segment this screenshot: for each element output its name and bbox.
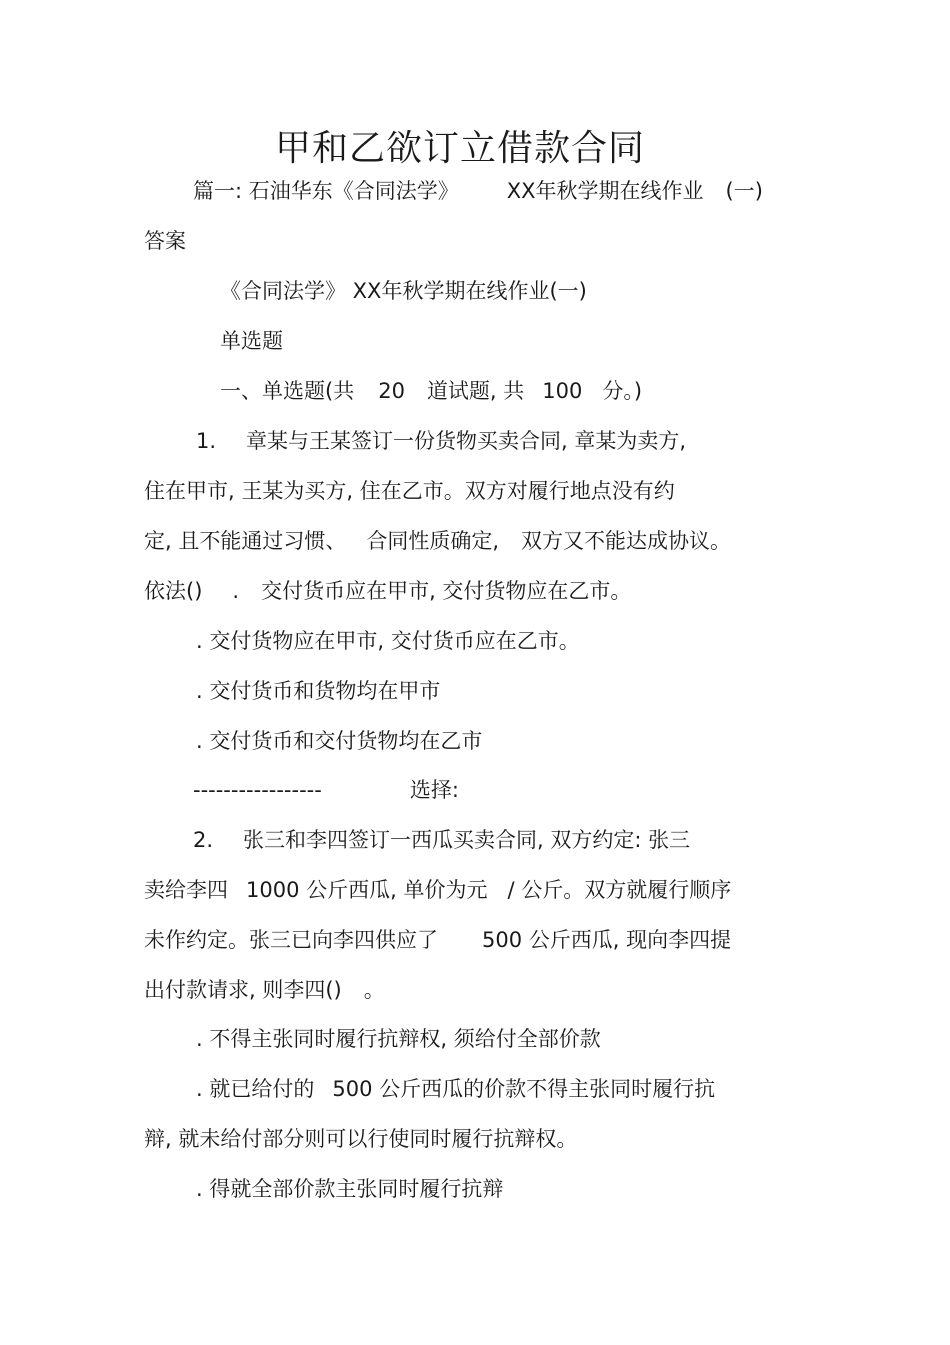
q2-line3a: 未作约定。张三已向李四供应了 [144, 928, 438, 952]
document-title: 甲和乙欲订立借款合同 [274, 128, 645, 169]
q1-line4b: . [232, 579, 240, 603]
q1-line2: 住在甲市, 王某为买方, 住在乙市。双方对履行地点没有约 [144, 479, 675, 503]
q2-line4a: 出付款请求, 则李四() [144, 978, 342, 1002]
q2-line2b: 1000 公斤西瓜, 单价为元 [246, 878, 488, 902]
subtitle-answer: 答案 [144, 229, 186, 253]
q1-number: 1. [196, 429, 217, 453]
q1-line3a: 定, 且不能通过习惯、 [144, 529, 347, 553]
q2-line2 [144, 875, 731, 905]
section-heading-a: 一、单选题(共 [220, 379, 355, 403]
q1-option2: . 交付货物应在甲市, 交付货币应在乙市。 [196, 629, 580, 653]
q1-option1: 交付货币应在甲市, 交付货物应在乙市。 [261, 579, 632, 603]
q2-option2 [196, 1074, 715, 1104]
q2-option1: . 不得主张同时履行抗辩权, 须给付全部价款 [196, 1027, 601, 1051]
q1-line3c: 双方又不能达成协议。 [521, 529, 732, 553]
section-heading-c: 道试题, 共 [426, 379, 525, 403]
subtitle-line [193, 176, 763, 206]
q1-select-label: 选择: [409, 778, 459, 802]
q1-option3: . 交付货币和货物均在甲市 [196, 679, 441, 703]
q1-line1 [196, 426, 686, 456]
q2-line4 [144, 975, 385, 1005]
q1-dashes: ----------------- [193, 778, 322, 802]
q2-line2a: 卖给李四 [144, 878, 228, 902]
section-heading-count: 20 [378, 379, 405, 403]
q2-option2a: . 就已给付的 [196, 1077, 315, 1101]
q2-option2-cont: 辩, 就未给付部分则可以行使同时履行抗辩权。 [144, 1127, 578, 1151]
q1-answer-line [193, 775, 459, 805]
q2-option2b: 500 公斤西瓜的价款不得主张同时履行抗 [332, 1077, 716, 1101]
q1-text-line1: 章某与王某签订一份货物买卖合同, 章某为卖方, [246, 429, 687, 453]
section-label: 单选题 [220, 329, 283, 353]
q2-option3: . 得就全部价款主张同时履行抗辩 [196, 1177, 504, 1201]
subtitle-part3: (一) [725, 179, 763, 203]
q2-number: 2. [193, 828, 214, 852]
q1-line4a: 依法() [144, 579, 203, 603]
subtitle-part1: 篇一: 石油华东《合同法学》 [193, 179, 459, 203]
q2-line3b: 500 公斤西瓜, 现向李四提 [482, 928, 732, 952]
q2-line4b: 。 [363, 978, 385, 1002]
q2-line2c: / 公斤。双方就履行顺序 [507, 878, 732, 902]
section-heading-score: 100 [542, 379, 583, 403]
q1-line4 [144, 576, 631, 606]
section-heading [220, 376, 642, 406]
subtitle-part2: XX年秋学期在线作业 [506, 179, 704, 203]
q2-text-line1: 张三和李四签订一西瓜买卖合同, 双方约定: 张三 [243, 828, 691, 852]
q2-line1 [193, 825, 690, 855]
section-heading-e: 分。) [602, 379, 643, 403]
q2-line3 [144, 925, 731, 955]
course-heading: 《合同法学》 XX年秋学期在线作业(一) [220, 279, 587, 303]
q1-line3b: 合同性质确定, [366, 529, 500, 553]
q1-option4: . 交付货币和交付货物均在乙市 [196, 729, 483, 753]
q1-line3 [144, 526, 731, 556]
